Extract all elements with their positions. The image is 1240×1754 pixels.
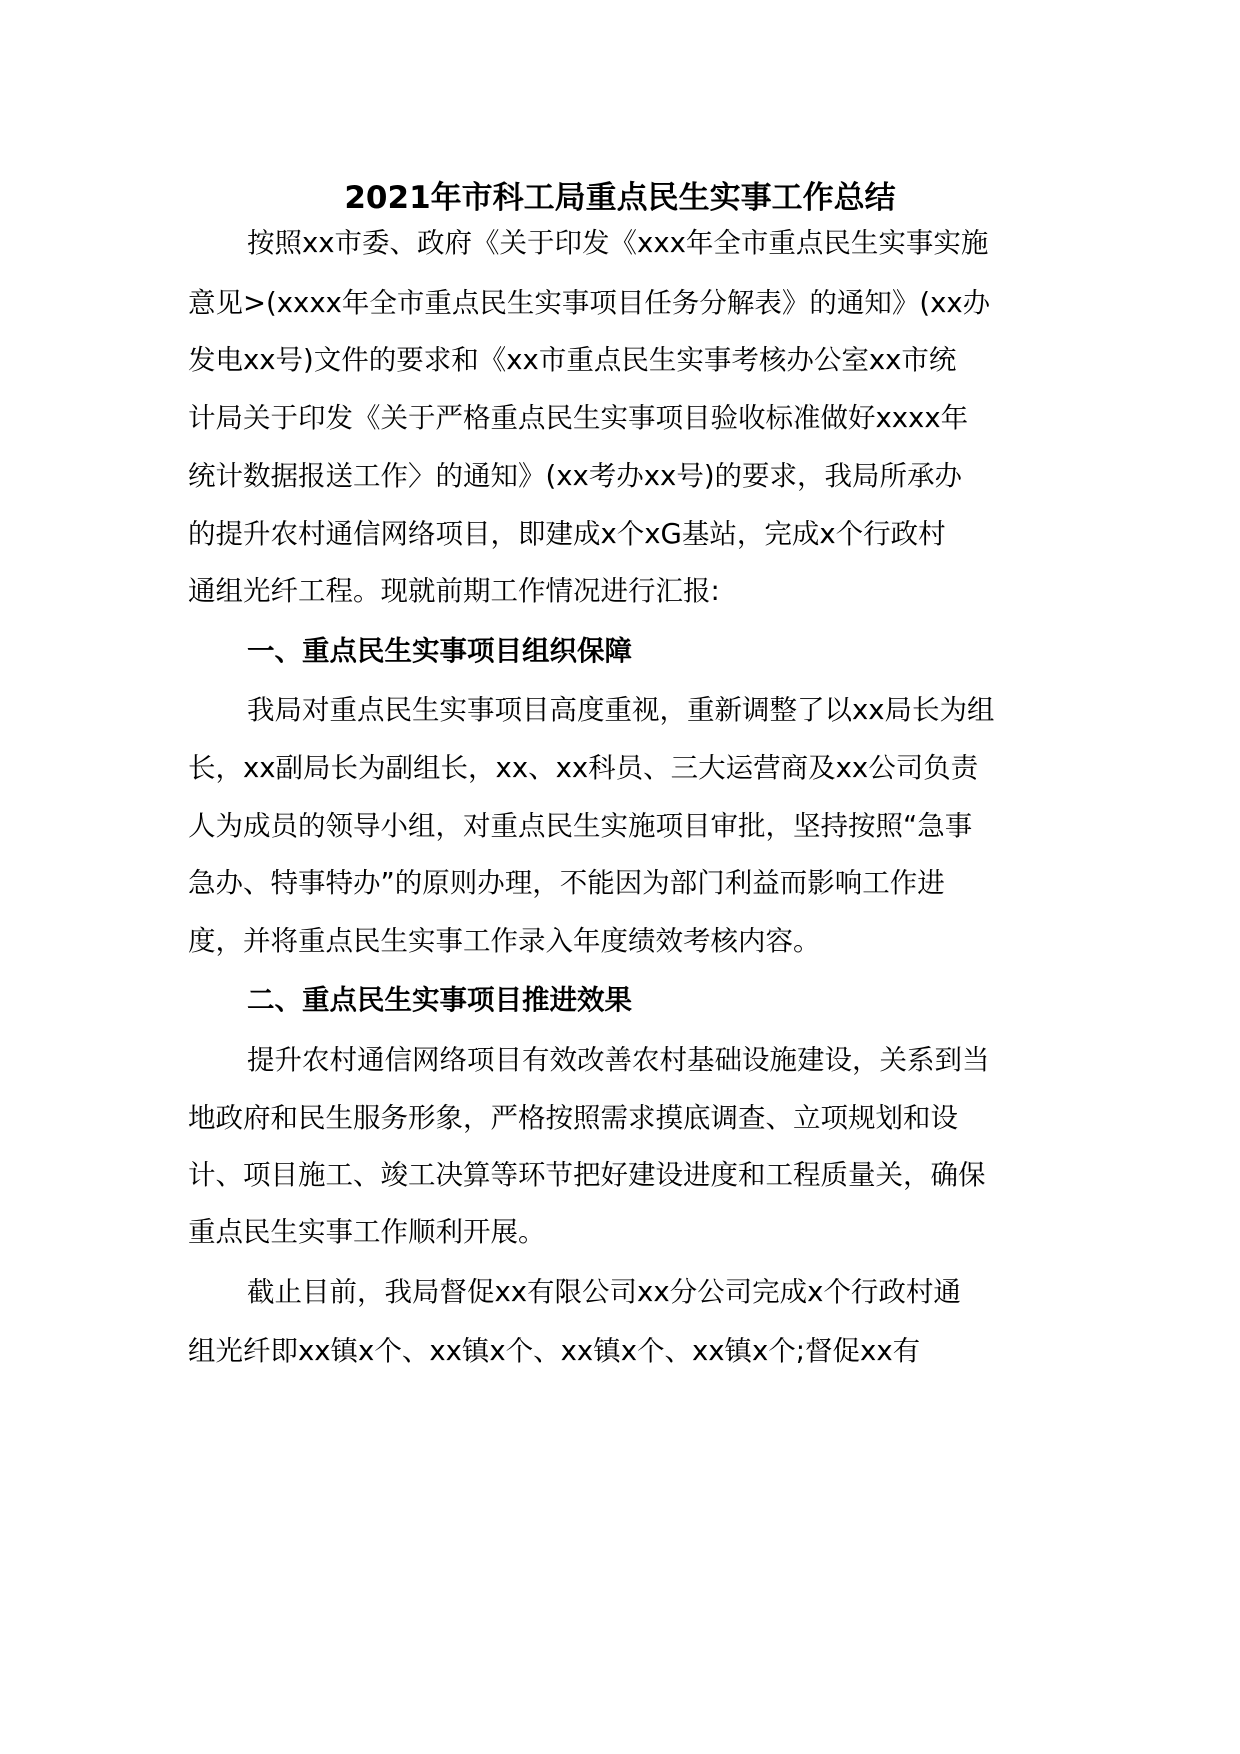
- section-heading: 一、重点民生实事项目组织保障: [247, 635, 632, 667]
- paragraph-line: 的提升农村通信网络项目，即建成x个xG基站，完成x个行政村: [188, 518, 946, 550]
- paragraph-line: 统计数据报送工作〉的通知》(xx考办xx号)的要求，我局所承办: [188, 460, 963, 492]
- paragraph-line: 计局关于印发《关于严格重点民生实事项目验收标准做好xxxx年: [188, 402, 969, 434]
- section-heading: 二、重点民生实事项目推进效果: [247, 984, 632, 1016]
- paragraph-line: 重点民生实事工作顺利开展。: [188, 1216, 546, 1248]
- paragraph-line: 度，并将重点民生实事工作录入年度绩效考核内容。: [188, 925, 821, 957]
- paragraph-line: 地政府和民生服务形象，严格按照需求摸底调查、立项规划和设: [188, 1102, 958, 1134]
- paragraph-line: 发电xx号)文件的要求和《xx市重点民生实事考核办公室xx市统: [188, 344, 957, 376]
- paragraph-line: 按照xx市委、政府《关于印发《xxx年全市重点民生实事实施: [247, 227, 989, 259]
- paragraph-line: 提升农村通信网络项目有效改善农村基础设施建设，关系到当: [247, 1044, 990, 1076]
- document-title: 2021年市科工局重点民生实事工作总结: [344, 180, 896, 216]
- paragraph-line: 长，xx副局长为副组长，xx、xx科员、三大运营商及xx公司负责: [188, 752, 979, 784]
- paragraph-line: 急办、特事特办”的原则办理，不能因为部门利益而影响工作进: [188, 867, 945, 899]
- paragraph-line: 组光纤即xx镇x个、xx镇x个、xx镇x个、xx镇x个;督促xx有: [188, 1335, 921, 1367]
- paragraph-line: 计、项目施工、竣工决算等环节把好建设进度和工程质量关，确保: [188, 1159, 986, 1191]
- paragraph-line: 通组光纤工程。现就前期工作情况进行汇报:: [188, 575, 720, 607]
- paragraph-line: 我局对重点民生实事项目高度重视，重新调整了以xx局长为组: [247, 694, 995, 726]
- paragraph-line: 人为成员的领导小组，对重点民生实施项目审批，坚持按照“急事: [188, 810, 973, 842]
- paragraph-line: 意见>(xxxx年全市重点民生实事项目任务分解表》的通知》(xx办: [188, 287, 991, 319]
- paragraph-line: 截止目前，我局督促xx有限公司xx分公司完成x个行政村通: [247, 1276, 961, 1308]
